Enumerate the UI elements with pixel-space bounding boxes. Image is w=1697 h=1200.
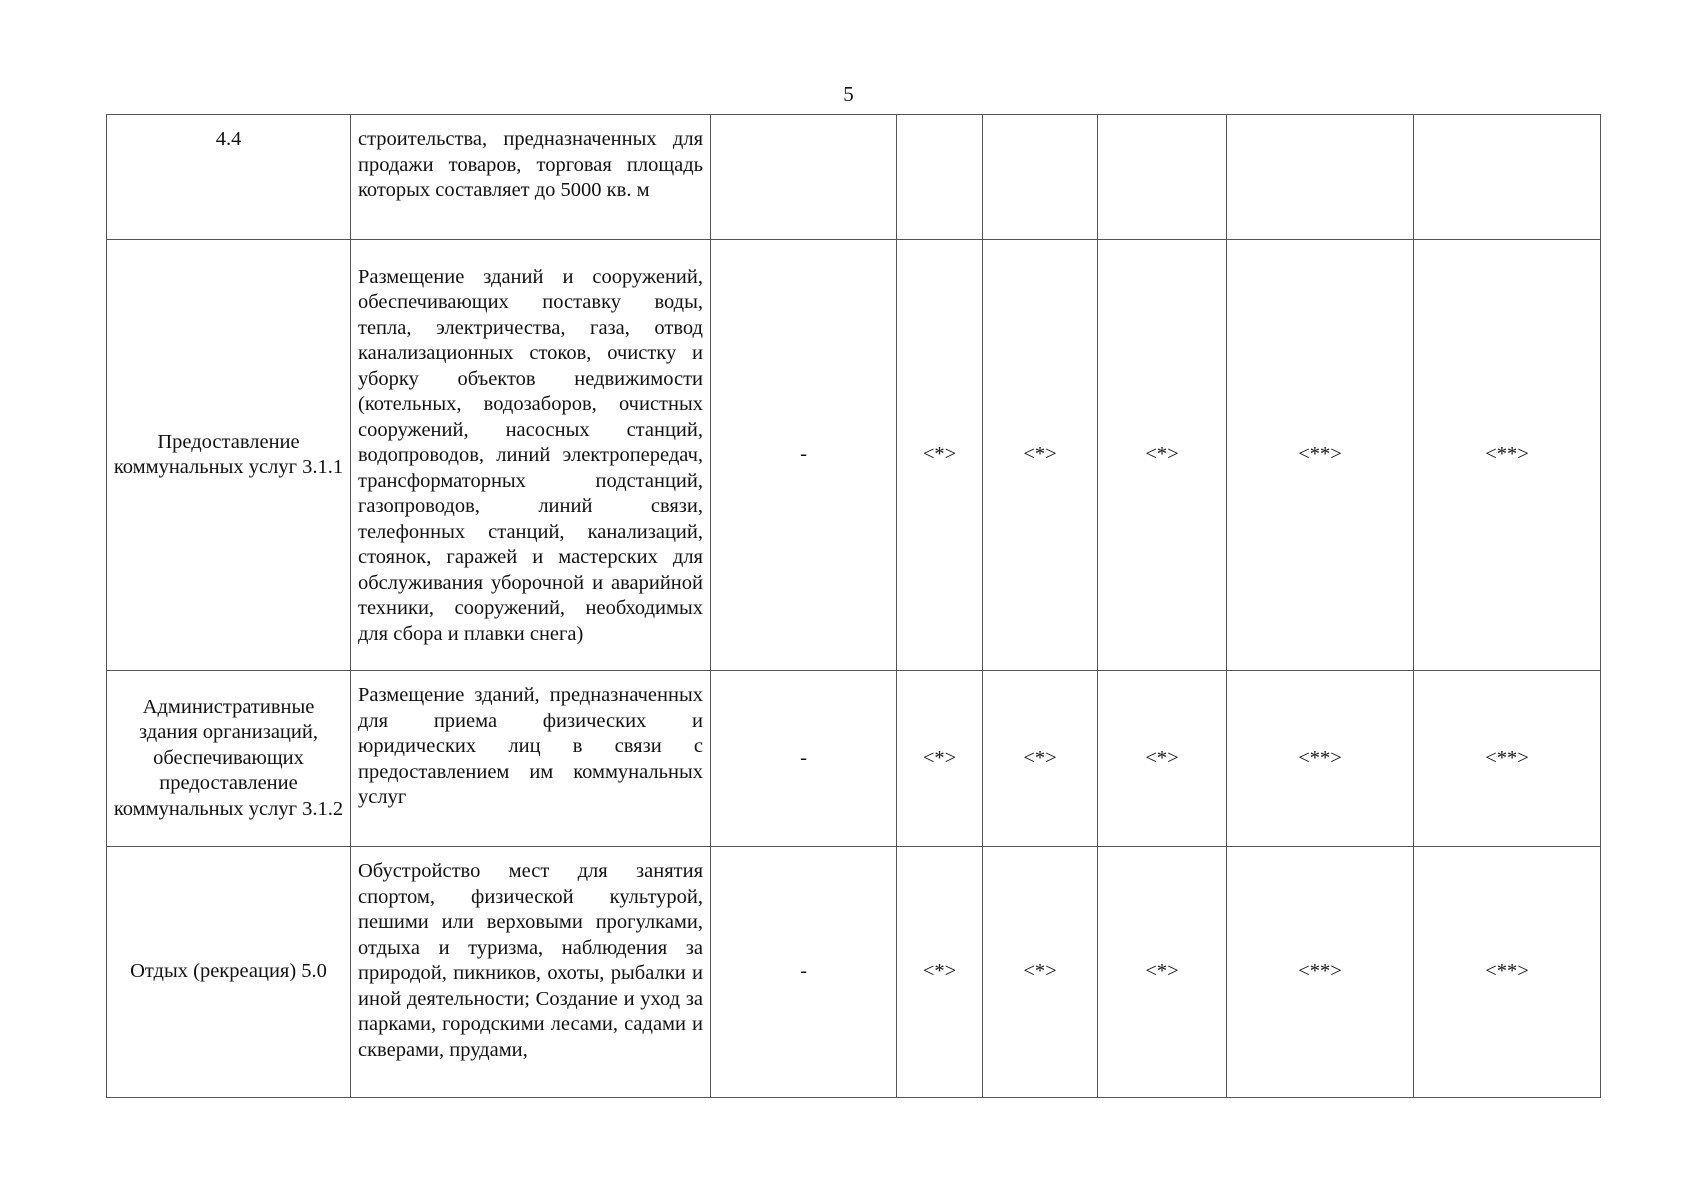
value-cell bbox=[711, 115, 897, 240]
use-description-cell: Обустройство мест для занятия спортом, физической культурой, пешими или верховыми прогулками, отдыха и туризма, наблюдения за природой, пикников, охоты, рыбалки и иной деятельности; Создание и уход за парками, городскими лесами, садами и скверами, прудами, bbox=[351, 847, 711, 1098]
value-cell: <*> bbox=[1098, 240, 1227, 671]
value-cell bbox=[1227, 115, 1414, 240]
use-description-cell: Размещение зданий и сооружений, обеспечивающих поставку воды, тепла, электричества, газа, отвод канализационных стоков, очистку и уборку объектов недвижимости (котельных, водозаборов, очистных сооружений, насосных станций, водопроводов, линий электропередач, трансформаторных подстанций, газопроводов, линий связи, телефонных станций, канализаций, стоянок, гаражей и мастерских для обслуживания уборочной и аварийной техники, сооружений, необходимых для сбора и плавки снега) bbox=[351, 240, 711, 671]
value-cell: <**> bbox=[1414, 671, 1601, 847]
value-cell: <*> bbox=[1098, 671, 1227, 847]
value-cell: <*> bbox=[897, 240, 983, 671]
value-cell bbox=[1098, 115, 1227, 240]
value-cell bbox=[897, 115, 983, 240]
value-cell: <*> bbox=[1098, 847, 1227, 1098]
use-name-cell: Отдых (рекреация) 5.0 bbox=[107, 847, 351, 1098]
value-cell: <**> bbox=[1227, 671, 1414, 847]
value-cell: <*> bbox=[897, 847, 983, 1098]
value-cell: <**> bbox=[1227, 240, 1414, 671]
value-cell: <*> bbox=[897, 671, 983, 847]
table-row bbox=[107, 115, 1601, 240]
value-cell: <**> bbox=[1227, 847, 1414, 1098]
value-cell: - bbox=[711, 671, 897, 847]
land-use-table bbox=[106, 114, 1601, 1098]
value-cell: - bbox=[711, 240, 897, 671]
table-row bbox=[107, 240, 1601, 671]
table-row bbox=[107, 847, 1601, 1098]
use-description-cell: строительства, предназначенных для продажи товаров, торговая площадь которых составляет до 5000 кв. м bbox=[351, 115, 711, 240]
value-cell: <**> bbox=[1414, 240, 1601, 671]
value-cell bbox=[1414, 115, 1601, 240]
value-cell: - bbox=[711, 847, 897, 1098]
page-number: 5 bbox=[843, 82, 854, 106]
use-name-cell: 4.4 bbox=[107, 115, 351, 240]
value-cell: <*> bbox=[983, 847, 1098, 1098]
value-cell: <**> bbox=[1414, 847, 1601, 1098]
table-row bbox=[107, 671, 1601, 847]
value-cell: <*> bbox=[983, 671, 1098, 847]
value-cell: <*> bbox=[983, 240, 1098, 671]
use-name-cell: Административные здания организаций, обеспечивающих предоставление коммунальных услуг 3.1.2 bbox=[107, 671, 351, 847]
value-cell bbox=[983, 115, 1098, 240]
use-description-cell: Размещение зданий, предназначенных для приема физических и юридических лиц в связи с предоставлением им коммунальных услуг bbox=[351, 671, 711, 847]
use-name-cell: Предоставление коммунальных услуг 3.1.1 bbox=[107, 240, 351, 671]
